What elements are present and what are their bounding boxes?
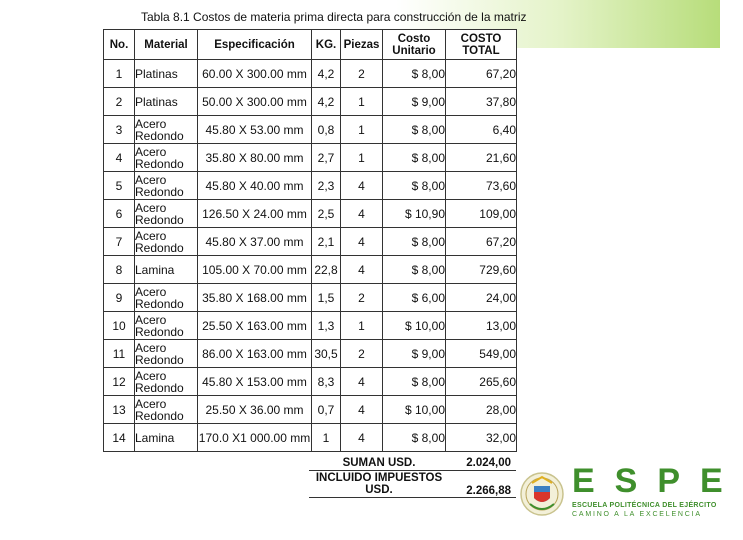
cell-pieces: 2 (341, 60, 383, 88)
cell-kg: 1,5 (312, 284, 341, 312)
cell-spec: 25.50 X 163.00 mm (198, 312, 312, 340)
cell-material: Acero Redondo (135, 312, 198, 340)
cell-spec: 170.0 X1 000.00 mm (198, 424, 312, 452)
table-row (104, 200, 517, 228)
cell-unit-cost: $ 8,00 (383, 228, 446, 256)
cell-pieces: 4 (341, 200, 383, 228)
cell-total-cost: 32,00 (446, 424, 517, 452)
cell-kg: 2,1 (312, 228, 341, 256)
cell-no: 12 (104, 368, 135, 396)
cell-unit-cost: $ 8,00 (383, 424, 446, 452)
sum-row (309, 456, 516, 471)
cell-no: 7 (104, 228, 135, 256)
cell-total-cost: 265,60 (446, 368, 517, 396)
cell-spec: 50.00 X 300.00 mm (198, 88, 312, 116)
table-header-row (104, 30, 517, 60)
cell-no: 4 (104, 144, 135, 172)
cell-spec: 86.00 X 163.00 mm (198, 340, 312, 368)
cell-material: Lamina (135, 424, 198, 452)
cell-pieces: 4 (341, 256, 383, 284)
cell-kg: 8,3 (312, 368, 341, 396)
cell-material: Platinas (135, 88, 198, 116)
logo-wordmark: ESPE (572, 462, 743, 500)
cell-unit-cost: $ 8,00 (383, 172, 446, 200)
cell-spec: 35.80 X 168.00 mm (198, 284, 312, 312)
costs-table-container (103, 29, 516, 452)
cell-no: 5 (104, 172, 135, 200)
header-pieces: Piezas (341, 30, 383, 60)
cell-kg: 4,2 (312, 60, 341, 88)
cell-total-cost: 37,80 (446, 88, 517, 116)
cell-kg: 2,5 (312, 200, 341, 228)
cell-total-cost: 13,00 (446, 312, 517, 340)
table-row (104, 284, 517, 312)
cell-unit-cost: $ 8,00 (383, 368, 446, 396)
cell-unit-cost: $ 9,00 (383, 88, 446, 116)
header-total-cost: COSTO TOTAL (446, 30, 517, 60)
slide-title: Tabla 8.1 Costos de materia prima directa para construcción de la matriz (141, 10, 527, 24)
cell-no: 11 (104, 340, 135, 368)
cell-material: Acero Redondo (135, 172, 198, 200)
cell-pieces: 1 (341, 116, 383, 144)
cell-pieces: 4 (341, 368, 383, 396)
cell-no: 1 (104, 60, 135, 88)
cell-kg: 30,5 (312, 340, 341, 368)
cell-material: Acero Redondo (135, 284, 198, 312)
cell-unit-cost: $ 10,00 (383, 396, 446, 424)
cell-material: Acero Redondo (135, 116, 198, 144)
logo-subtitle: ESCUELA POLITÉCNICA DEL EJÉRCITO (572, 502, 717, 509)
cell-total-cost: 21,60 (446, 144, 517, 172)
cell-unit-cost: $ 6,00 (383, 284, 446, 312)
header-no: No. (104, 30, 135, 60)
table-row (104, 172, 517, 200)
cell-total-cost: 73,60 (446, 172, 517, 200)
cell-spec: 60.00 X 300.00 mm (198, 60, 312, 88)
cell-kg: 0,8 (312, 116, 341, 144)
cell-spec: 105.00 X 70.00 mm (198, 256, 312, 284)
cell-spec: 126.50 X 24.00 mm (198, 200, 312, 228)
table-row (104, 396, 517, 424)
cell-kg: 1 (312, 424, 341, 452)
cell-pieces: 2 (341, 284, 383, 312)
cell-pieces: 1 (341, 312, 383, 340)
tax-label: INCLUIDO IMPUESTOS USD. (309, 471, 449, 498)
cell-no: 3 (104, 116, 135, 144)
table-row (104, 228, 517, 256)
table-row (104, 144, 517, 172)
cell-no: 8 (104, 256, 135, 284)
sum-value: 2.024,00 (449, 456, 516, 471)
tax-row (309, 471, 516, 498)
cell-kg: 2,3 (312, 172, 341, 200)
cell-no: 14 (104, 424, 135, 452)
table-row (104, 60, 517, 88)
cell-pieces: 2 (341, 340, 383, 368)
cell-total-cost: 67,20 (446, 60, 517, 88)
table-row (104, 312, 517, 340)
table-row (104, 424, 517, 452)
cell-unit-cost: $ 9,00 (383, 340, 446, 368)
cell-spec: 45.80 X 37.00 mm (198, 228, 312, 256)
cell-material: Platinas (135, 60, 198, 88)
table-row (104, 256, 517, 284)
cell-total-cost: 6,40 (446, 116, 517, 144)
cell-kg: 1,3 (312, 312, 341, 340)
cell-unit-cost: $ 8,00 (383, 116, 446, 144)
cell-material: Acero Redondo (135, 340, 198, 368)
cell-unit-cost: $ 10,00 (383, 312, 446, 340)
header-kg: KG. (312, 30, 341, 60)
cell-pieces: 1 (341, 88, 383, 116)
cell-material: Acero Redondo (135, 200, 198, 228)
cell-no: 13 (104, 396, 135, 424)
table-body (104, 60, 517, 452)
cell-kg: 2,7 (312, 144, 341, 172)
cell-pieces: 4 (341, 228, 383, 256)
cell-material: Lamina (135, 256, 198, 284)
cell-pieces: 1 (341, 144, 383, 172)
cell-spec: 35.80 X 80.00 mm (198, 144, 312, 172)
header-unit-cost: Costo Unitario (383, 30, 446, 60)
cell-total-cost: 28,00 (446, 396, 517, 424)
cell-total-cost: 24,00 (446, 284, 517, 312)
cell-total-cost: 729,60 (446, 256, 517, 284)
table-row (104, 88, 517, 116)
tax-value: 2.266,88 (449, 471, 516, 498)
cell-pieces: 4 (341, 396, 383, 424)
cell-spec: 45.80 X 40.00 mm (198, 172, 312, 200)
table-row (104, 340, 517, 368)
totals-table (309, 456, 516, 498)
cell-kg: 4,2 (312, 88, 341, 116)
cell-kg: 22,8 (312, 256, 341, 284)
cell-no: 2 (104, 88, 135, 116)
cell-no: 6 (104, 200, 135, 228)
cell-material: Acero Redondo (135, 144, 198, 172)
cell-material: Acero Redondo (135, 396, 198, 424)
cell-no: 10 (104, 312, 135, 340)
cell-spec: 45.80 X 53.00 mm (198, 116, 312, 144)
cell-total-cost: 549,00 (446, 340, 517, 368)
cell-total-cost: 67,20 (446, 228, 517, 256)
cell-material: Acero Redondo (135, 368, 198, 396)
cell-unit-cost: $ 10,90 (383, 200, 446, 228)
table-row (104, 116, 517, 144)
cell-spec: 25.50 X 36.00 mm (198, 396, 312, 424)
cell-unit-cost: $ 8,00 (383, 60, 446, 88)
table-row (104, 368, 517, 396)
costs-table (103, 29, 517, 452)
cell-unit-cost: $ 8,00 (383, 144, 446, 172)
logo-tagline: CAMINO A LA EXCELENCIA (572, 511, 702, 518)
header-spec: Especificación (198, 30, 312, 60)
cell-total-cost: 109,00 (446, 200, 517, 228)
cell-material: Acero Redondo (135, 228, 198, 256)
sum-label: SUMAN USD. (309, 456, 449, 471)
cell-pieces: 4 (341, 424, 383, 452)
cell-unit-cost: $ 8,00 (383, 256, 446, 284)
cell-pieces: 4 (341, 172, 383, 200)
header-material: Material (135, 30, 198, 60)
cell-kg: 0,7 (312, 396, 341, 424)
cell-no: 9 (104, 284, 135, 312)
cell-spec: 45.80 X 153.00 mm (198, 368, 312, 396)
